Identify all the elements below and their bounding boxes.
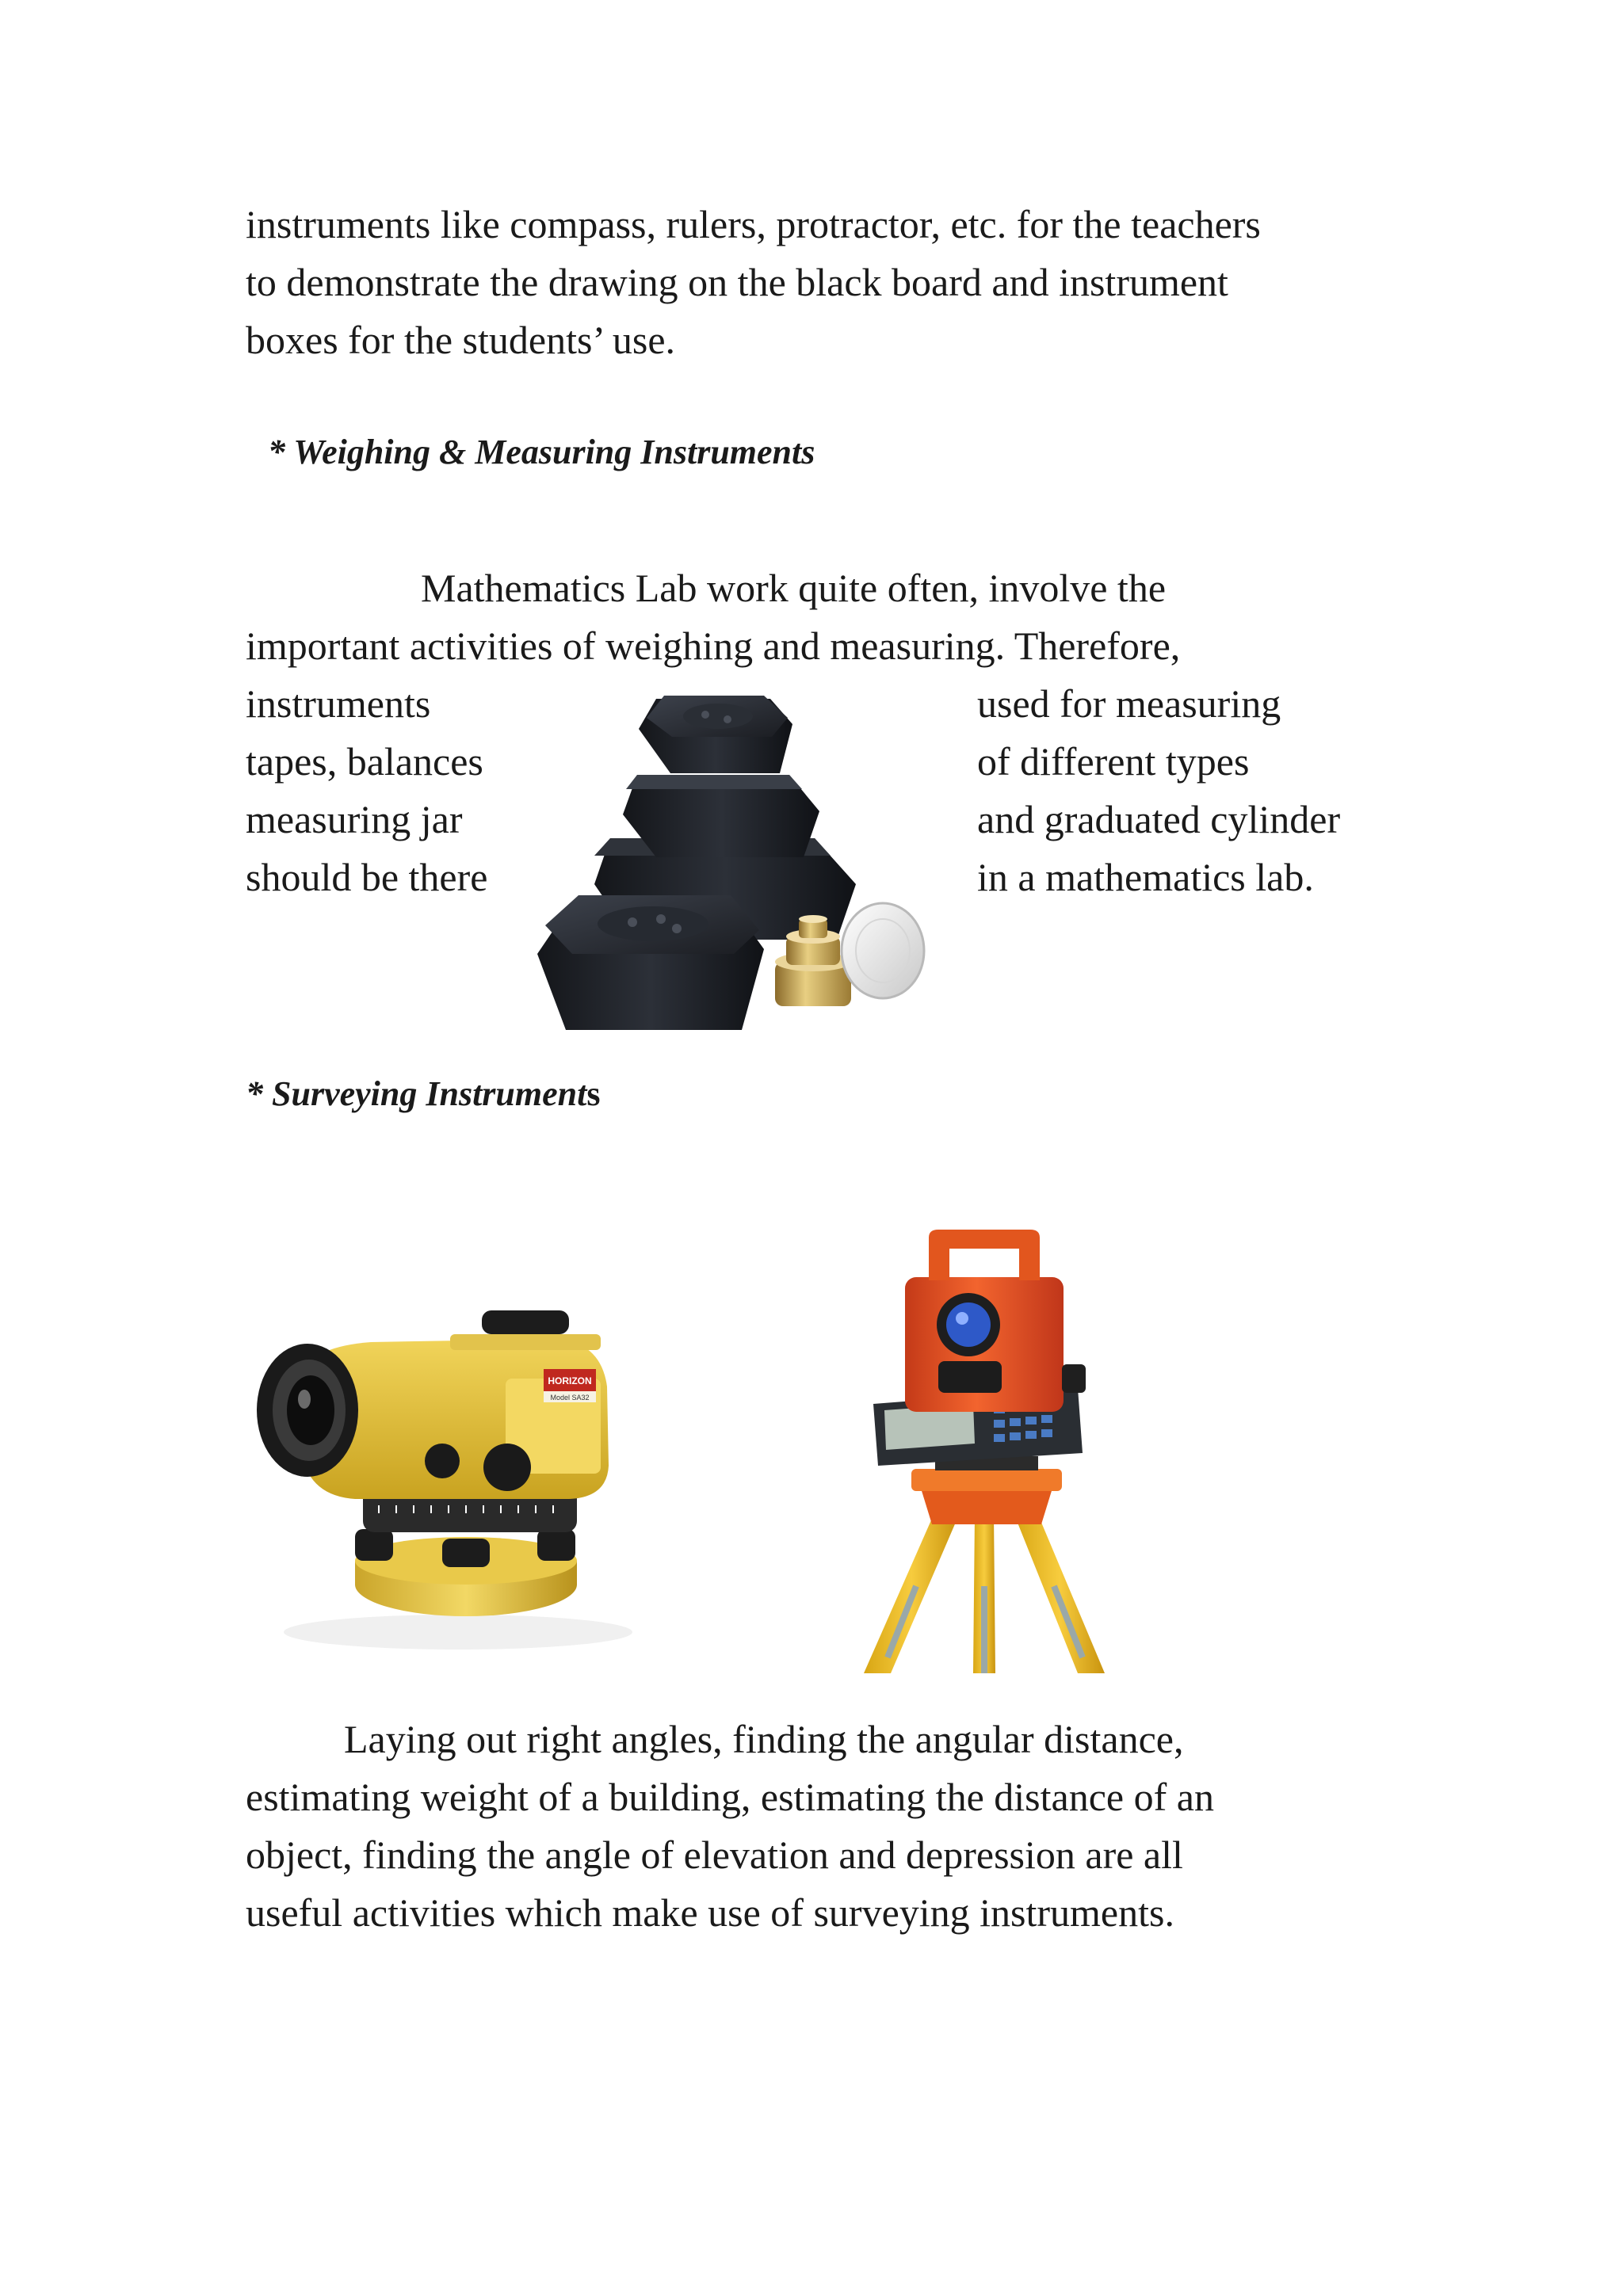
total-station-image [840,1230,1125,1673]
intro-line-1: instruments like compass, rulers, protractor, etc. for the teachers [246,202,1261,246]
weighing-left-line-1: instruments [246,681,431,726]
surveying-body-line-2: estimating weight of a building, estimating the distance of an [246,1775,1214,1819]
surveying-heading-main: * Surveying Instrument [246,1074,587,1113]
level-brand: HORIZON [548,1375,592,1386]
intro-line-2: to demonstrate the drawing on the black board and instrument [246,260,1228,304]
weighing-heading: * Weighing & Measuring Instruments [268,433,815,471]
weighing-lead-line-2: important activities of weighing and measuring. Therefore, [246,624,1181,668]
intro-line-3: boxes for the students’ use. [246,318,676,362]
level-model: Model SA32 [550,1394,590,1402]
weighing-left-line-3: measuring jar [246,797,463,841]
weighing-left-line-2: tapes, balances [246,739,483,784]
surveying-heading-tail: s [586,1074,601,1113]
weighing-right-line-2: of different types [977,739,1250,784]
weighing-right-line-3: and graduated cylinder [977,797,1341,841]
auto-level-image [252,1291,648,1656]
weighing-left-line-4: should be there [246,855,488,899]
weighing-right-line-1: used for measuring [977,681,1281,726]
surveying-body-line-3: object, finding the angle of elevation and depression are all [246,1833,1183,1877]
weighing-right-line-4: in a mathematics lab. [977,855,1314,899]
weighing-lead-line-1: Mathematics Lab work quite often, involve the [421,566,1167,610]
surveying-heading [246,1074,600,1114]
weights-image [537,688,965,1036]
surveying-body-line-1: Laying out right angles, finding the angular distance, [344,1717,1184,1761]
surveying-body-line-4: useful activities which make use of surveying instruments. [246,1890,1174,1935]
